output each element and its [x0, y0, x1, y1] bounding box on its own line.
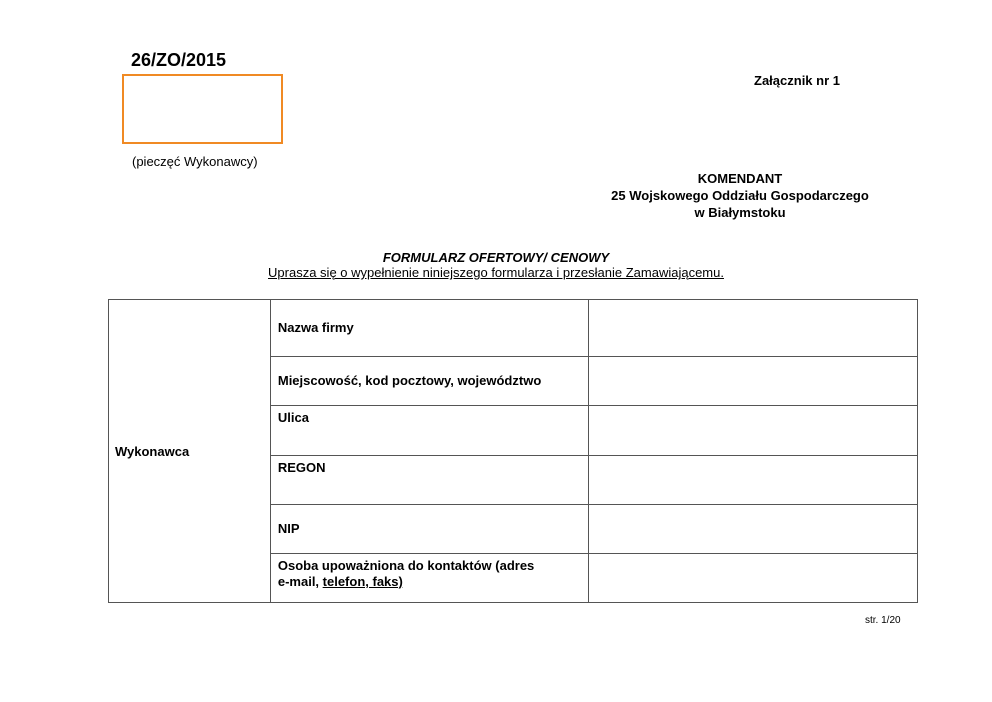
group-label-contractor: Wykonawca — [109, 300, 271, 603]
label-locality: Miejscowość, kod pocztowy, województwo — [270, 357, 588, 406]
addressee-line-1: KOMENDANT — [697, 171, 783, 186]
value-locality[interactable] — [588, 357, 918, 406]
value-company-name[interactable] — [588, 300, 918, 357]
label-company-name: Nazwa firmy — [270, 300, 588, 357]
contact-label-line-2-underlined: telefon, faks) — [322, 574, 403, 589]
addressee-line-3: w Białymstoku — [694, 205, 786, 220]
page-number: str. 1/20 — [865, 615, 901, 626]
value-street[interactable] — [588, 406, 918, 456]
document-number: 26/ZO/2015 — [131, 50, 227, 70]
contractor-table — [108, 299, 918, 603]
form-title: FORMULARZ OFERTOWY/ CENOWY — [382, 250, 610, 265]
contractor-stamp-box — [122, 74, 283, 144]
value-regon[interactable] — [588, 456, 918, 505]
label-nip: NIP — [270, 505, 588, 554]
attachment-label: Załącznik nr 1 — [754, 73, 840, 88]
form-subtitle: Uprasza się o wypełnienie niniejszego formularza i przesłanie Zamawiającemu. — [268, 265, 724, 280]
label-regon: REGON — [270, 456, 588, 505]
addressee-block — [590, 170, 890, 221]
label-street: Ulica — [270, 406, 588, 456]
addressee-line-2: 25 Wojskowego Oddziału Gospodarczego — [611, 188, 869, 203]
stamp-caption: (pieczęć Wykonawcy) — [132, 154, 258, 169]
contact-label-line-2-prefix: e-mail, — [277, 574, 323, 589]
table-row — [109, 300, 918, 357]
contact-label-line-1: Osoba upoważniona do kontaktów (adres — [277, 558, 535, 573]
value-contact-person[interactable] — [588, 554, 918, 603]
label-contact-person — [270, 554, 588, 603]
value-nip[interactable] — [588, 505, 918, 554]
form-subtitle-wrapper — [0, 265, 992, 280]
